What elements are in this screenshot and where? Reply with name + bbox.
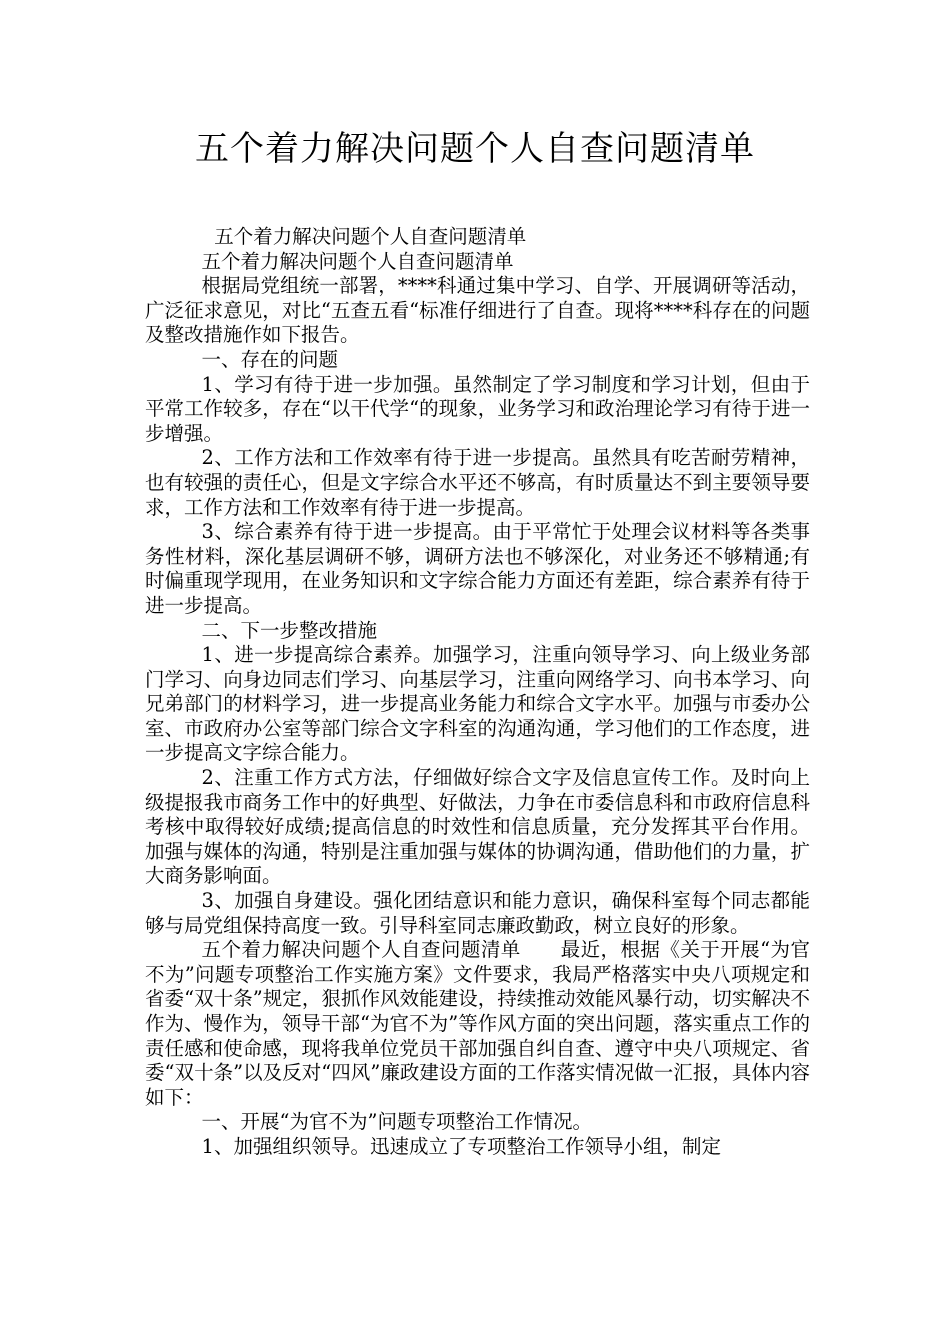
problem-item-1: 1、学习有待于进一步加强。虽然制定了学习制度和学习计划，但由于平常工作较多，存在“以干代学“的现象，业务学习和政治理论学习有待于进一步增强。 (145, 372, 810, 445)
document-title: 五个着力解决问题个人自查问题清单 (195, 129, 755, 169)
problem-item-3: 3、综合素养有待于进一步提高。由于平常忙于处理会议材料等各类事务性材料，深化基层调研不够，调研方法也不够深化，对业务还不够精通;有时偏重现学现用，在业务知识和文字综合能力方面还有差距，综合素养有待于进一步提高。 (145, 520, 810, 617)
subtitle-repeat-1: 五个着力解决问题个人自查问题清单 (214, 225, 527, 248)
measure-item-1: 1、进一步提高综合素养。加强学习，注重向领导学习、向上级业务部门学习、向身边同志们学习、向基层学习，注重向网络学习、向书本学习、向兄弟部门的材料学习，进一步提高业务能力和综合文字水平。加强与市委办公室、市政府办公室等部门综合文字科室的沟通沟通，学习他们的工作态度，进一步提高文字综合能力。 (145, 643, 810, 765)
document-body (145, 225, 810, 1160)
section-heading-measures: 二、下一步整改措施 (201, 618, 378, 642)
measure-item-3: 3、加强自身建设。强化团结意识和能力意识，确保科室每个同志都能够与局党组保持高度一致。引导科室同志廉政勤政，树立良好的形象。 (145, 889, 810, 937)
intro-paragraph: 根据局党组统一部署，****科通过集中学习、自学、开展调研等活动，广泛征求意见，对比“五查五看“标准仔细进行了自查。现将****科存在的问题及整改措施作如下报告。 (145, 274, 810, 347)
section-heading-rectification: 一、开展“为官不为”问题专项整治工作情况。 (201, 1110, 592, 1134)
measure-item-2: 2、注重工作方式方法，仔细做好综合文字及信息宣传工作。及时向上级提报我市商务工作中的好典型、好做法，力争在市委信息科和市政府信息科考核中取得较好成绩;提高信息的时效性和信息质量，充分发挥其平台作用。加强与媒体的沟通，特别是注重加强与媒体的协调沟通，借助他们的力量，扩大商务影响面。 (145, 766, 810, 888)
section-heading-problems: 一、存在的问题 (201, 347, 339, 371)
subtitle-repeat-2: 五个着力解决问题个人自查问题清单 (201, 249, 514, 273)
problem-item-2: 2、工作方法和工作效率有待于进一步提高。虽然具有吃苦耐劳精神，也有较强的责任心，但是文字综合水平还不够高，有时质量达不到主要领导要求，工作方法和工作效率有待于进一步提高。 (145, 446, 810, 519)
second-report-intro: 五个着力解决问题个人自查问题清单 最近，根据《关于开展“为官不为”问题专项整治工作实施方案》文件要求，我局严格落实中央八项规定和省委“双十条”规定，狠抓作风效能建设，持续推动效能风暴行动，切实解决不作为、慢作为，领导干部“为官不为”等作风方面的突出问题，落实重点工作的责任感和使命感，现将我单位党员干部加强自纠自查、遵守中央八项规定、省委“双十条”以及反对“四风”廉政建设方面的工作落实情况做一汇报，具体内容如下： (145, 938, 810, 1109)
rectification-item-1: 1、加强组织领导。迅速成立了专项整治工作领导小组，制定 (201, 1134, 721, 1158)
